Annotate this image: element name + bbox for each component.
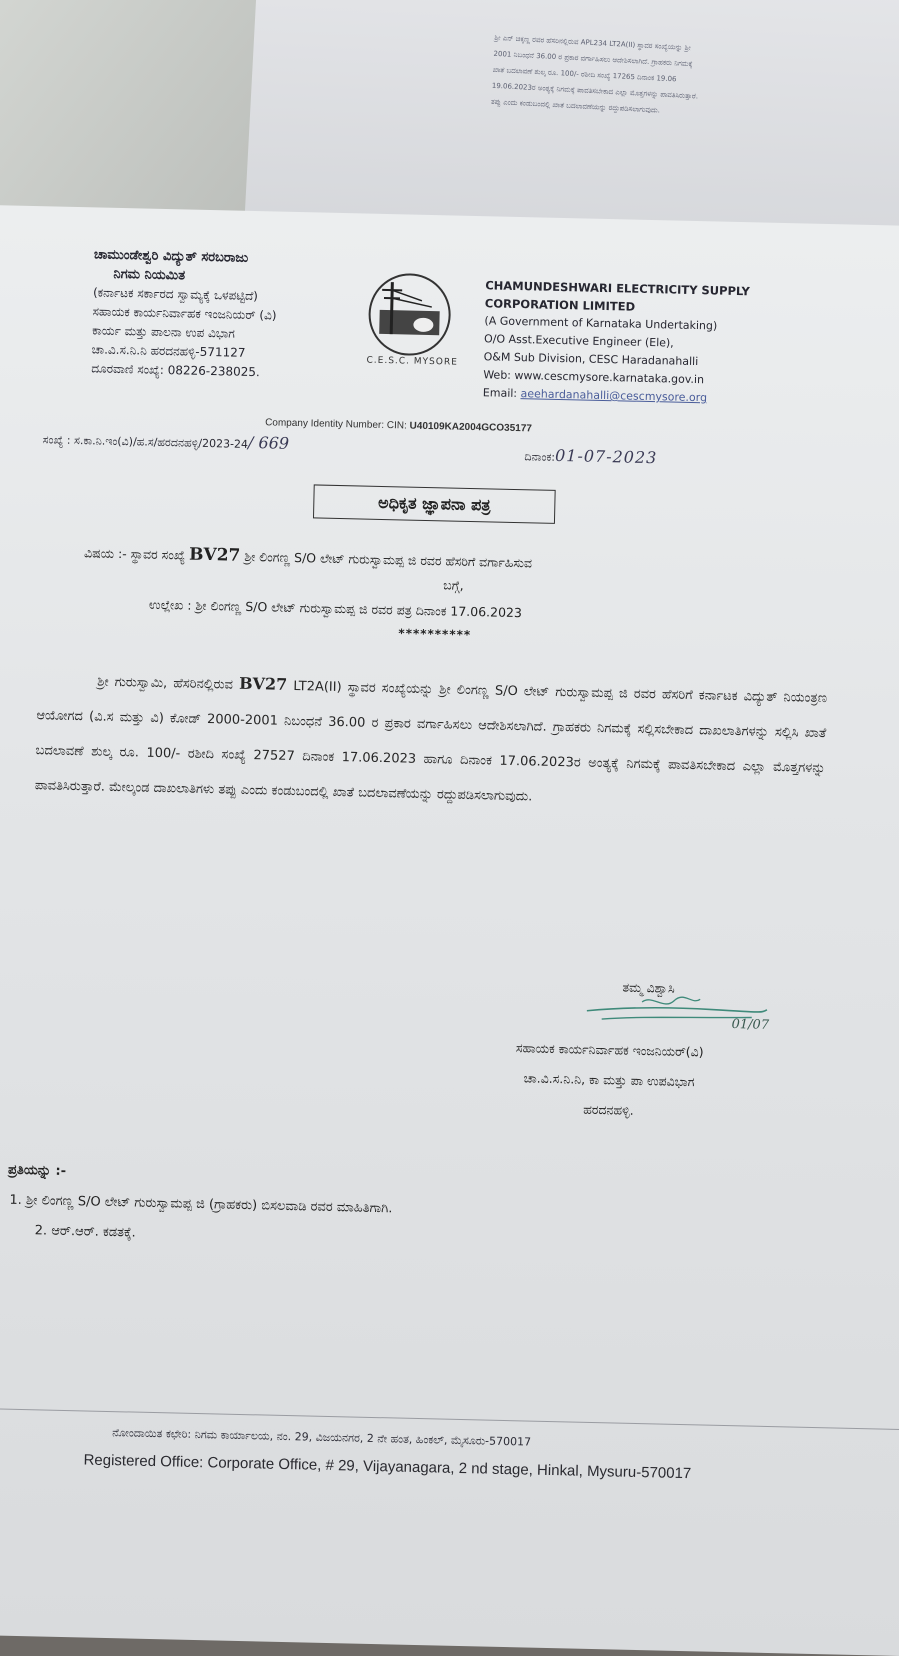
document-title: ಅಧಿಕೃತ ಜ್ಞಾಪನಾ ಪತ್ರ [313,484,556,523]
govt-undertaking-english: (A Government of Karnataka Undertaking) [484,312,749,336]
website: Web: www.cescmysore.karnataka.gov.in [483,366,748,390]
signatory-designation [514,1033,704,1127]
govt-undertaking-kannada: (ಕರ್ನಾಟಕ ಸರ್ಕಾರದ ಸ್ವಾಮ್ಯಕ್ಕೆ ಒಳಪಟ್ಟಿದೆ) [93,283,277,306]
cin-value: U40109KA2004GCO35177 [409,421,532,435]
designation-line2: ಚಾ.ವಿ.ಸ.ನಿ.ನಿ, ಕಾ ಮತ್ತು ಪಾ ಉಪವಿಭಾಗ [515,1063,703,1097]
office-english: O/O Asst.Executive Engineer (Ele), [484,330,749,354]
date-label: ದಿನಾಂಕ: [524,450,555,464]
copies-to [6,1156,393,1255]
letter-date [524,445,657,467]
division-english: O&M Sub Division, CESC Haradanahalli [483,348,748,372]
designation-line3: ಹರದನಹಳ್ಳಿ. [514,1093,702,1127]
org-name-english-line1: CHAMUNDESHWARI ELECTRICITY SUPPLY [485,276,750,300]
division-kannada: ಕಾರ್ಯ ಮತ್ತು ಪಾಲನಾ ಉಪ ವಿಭಾಗ [92,321,276,344]
subject-line2: ಬಗ್ಗೆ, [83,565,783,605]
closing-salutation: ತಮ್ಮ ವಿಶ್ವಾಸಿ [622,980,675,997]
separator-stars: ********** [398,626,471,642]
header-english [483,276,750,408]
background-letter-line: 19.06.2023ರ ಅಂತ್ಯಕ್ಕೆ ನಿಗಮಕ್ಕೆ ಪಾವತಿಸಬೇಕಾದ ಎಲ್ಲಾ ಮೊತ್ತಗಳನ್ನು ಪಾವತಿಸಿರುತ್ತಾರೆ. [492,79,699,104]
reference-number-label: ಸಂಖ್ಯೆ : ಸ.ಕಾ.ನಿ.ಇಂ(ವಿ)/ಹ.ಸ/ಹರದನಹಳ್ಳಿ/2023-24 [43,433,249,451]
subject [83,540,784,605]
body-part2: LT2A(II) ಸ್ಥಾವರ ಸಂಖ್ಯೆಯನ್ನು ಶ್ರೀ ಲಿಂಗಣ್ಣ S/O ಲೇಟ್ ಗುರುಸ್ವಾಮಪ್ಪ ಜಿ ರವರ ಹೆಸರಿಗೆ ಕರ್ನಾಟಕ ವಿದ್ಯುತ್ ನಿಯಂತ್ರಣ ಆಯೋಗದ (ವಿ.ಸ ಮತ್ತು ವಿ) ಕೋಡ್ 2000-2001 ನಿಬಂಧನೆ 36.00 ರ ಪ್ರಕಾರ ವರ್ಗಾಹಿಸಲು ಆದೇಶಿಸಲಾಗಿದೆ. ಗ್ರಾಹಕರು ನಿಗಮಕ್ಕೆ ಸಲ್ಲಿಸಬೇಕಾದ ದಾಖಲಾತಿಗಳನ್ನು ಸಲ್ಲಿಸಿ ಖಾತೆ ಬದಲಾವಣೆ ಶುಲ್ಕ ರೂ. 100/- ರಶೀದಿ ಸಂಖ್ಯೆ 27527 ದಿನಾಂಕ 17.06.2023 ಹಾಗೂ ದಿನಾಂಕ 17.06.2023ರ ಅಂತ್ಯಕ್ಕೆ ನಿಗಮಕ್ಕೆ ಪಾವತಿಸಬೇಕಾದ ಎಲ್ಲಾ ಮೊತ್ತಗಳನ್ನು ಪಾವತಿಸಿರುತ್ತಾರೆ. ಮೇಲ್ಕಂಡ ದಾಖಲಾತಿಗಳು ತಪ್ಪು ಎಂದು ಕಂಡುಬಂದಲ್ಲಿ ಖಾತೆ ಬದಲಾವಣೆಯನ್ನು ರದ್ದುಪಡಿಸಲಾಗುವುದು. [35,679,828,805]
email-link[interactable]: aeehardanahalli@cescmysore.org [520,387,707,404]
office-kannada: ಸಹಾಯಕ ಕಾರ್ಯನಿರ್ವಾಹಕ ಇಂಜನಿಯರ್ (ವಿ) [92,302,276,325]
header-kannada [91,245,278,382]
cin-label: Company Identity Number: CIN: [265,417,410,431]
subject-prefix: ವಿಷಯ :- ಸ್ಥಾವರ ಸಂಖ್ಯೆ [84,545,189,562]
background-letter-line: ಶ್ರೀ ಎನ್ ಚಿಕ್ಕಣ್ಣ ರವರ ಹೆಸರಿನಲ್ಲಿರುವ APL234 LT2A(II) ಸ್ಥಾವರ ಸಂಖ್ಯೆಯನ್ನು ಶ್ರೀ [494,31,691,55]
background-letter-line: 2001 ನಿಬಂಧನೆ 36.00 ರ ಪ್ರಕಾರ ವರ್ಗಾಹಿಸಲು ಆದೇಶಿಸಲಾಗಿದೆ. ಗ್ರಾಹಕರು ನಿಗಮಕ್ಕೆ [493,47,693,71]
date-handwritten: 01-07-2023 [555,446,658,467]
copy-item: 1. ಶ್ರೀ ಲಿಂಗಣ್ಣ S/O ಲೇಟ್ ಗುರುಸ್ವಾಮಪ್ಪ ಜಿ (ಗ್ರಾಹಕರು) ಬಿಸಲವಾಡಿ ರವರ ಮಾಹಿತಿಗಾಗಿ. [7,1186,393,1225]
org-name-english-line2: CORPORATION LIMITED [485,294,750,318]
org-name-kannada-line1: ಚಾಮುಂಡೇಶ್ವರಿ ವಿದ್ಯುತ್ ಸರಬರಾಜು [94,245,278,268]
signature-date-handwritten: 01/07 [731,1017,769,1033]
reference: ಉಲ್ಲೇಖ : ಶ್ರೀ ಲಿಂಗಣ್ಣ S/O ಲೇಟ್ ಗುರುಸ್ವಾಮಪ್ಪ ಜಿ ರವರ ಪತ್ರ ದಿನಾಂಕ 17.06.2023 [149,597,522,621]
official-memorandum-document [0,205,899,1656]
footer-english: Registered Office: Corporate Office, # 29, Vijayanagara, 2 nd stage, Hinkal, Mysuru-570017 [83,1451,691,1482]
subject-installation-number: BV27 [189,545,241,566]
background-letter-line: ಖಾತೆ ಬದಲಾವಣೆ ಶುಲ್ಕ ರೂ. 100/- ರಶೀದಿ ಸಂಖ್ಯೆ 17265 ದಿನಾಂಕ 19.06 [492,63,677,87]
phone-kannada: ದೂರವಾಣಿ ಸಂಖ್ಯೆ: 08226-238025. [91,359,275,382]
body-paragraph [34,661,827,821]
email-label: Email: [483,386,521,400]
body-part1: ಶ್ರೀ ಗುರುಸ್ವಾಮಿ, ಹೆಸರಿನಲ್ಲಿರುವ [37,673,239,693]
cesc-logo-icon [361,269,459,359]
logo-caption: C.E.S.C. MYSORE [366,356,457,368]
reference-number-handwritten: / 669 [248,433,289,453]
body-installation-number: BV27 [239,674,288,694]
background-letter-line: ತಪ್ಪು ಎಂದು ಕಂಡುಬಂದಲ್ಲಿ ಖಾತೆ ಬದಲಾವಣೆಯನ್ನು ರದ್ದುಪಡಿಸಲಾಗುವುದು. [491,95,661,118]
subject-suffix: ಶ್ರೀ ಲಿಂಗಣ್ಣ S/O ಲೇಟ್ ಗುರುಸ್ವಾಮಪ್ಪ ಜಿ ರವರ ಹೆಸರಿಗೆ ವರ್ಗಾಹಿಸುವ [240,549,532,571]
footer-kannada: ನೋಂದಾಯಿತ ಕಛೇರಿ: ನಿಗಮ ಕಾರ್ಯಾಲಯ, ನಂ. 29, ವಿಜಯನಗರ, 2 ನೇ ಹಂತ, ಹಿಂಕಲ್, ಮೈಸೂರು-570017 [112,1426,531,1450]
designation-line1: ಸಹಾಯಕ ಕಾರ್ಯನಿರ್ವಾಹಕ ಇಂಜನಿಯರ್(ವಿ) [516,1033,704,1067]
address-kannada: ಚಾ.ವಿ.ಸ.ನಿ.ನಿ ಹರದನಹಳ್ಳಿ-571127 [92,340,276,363]
company-identity-number [265,417,532,434]
copies-title: ಪ್ರತಿಯನ್ನು :- [8,1156,394,1195]
org-name-kannada-line2: ನಿಗಮ ನಿಯಮಿತ [93,264,277,287]
copy-item: 2. ಆರ್.ಆರ್. ಕಡತಕ್ಕೆ. [6,1216,392,1255]
reference-number [43,428,290,453]
